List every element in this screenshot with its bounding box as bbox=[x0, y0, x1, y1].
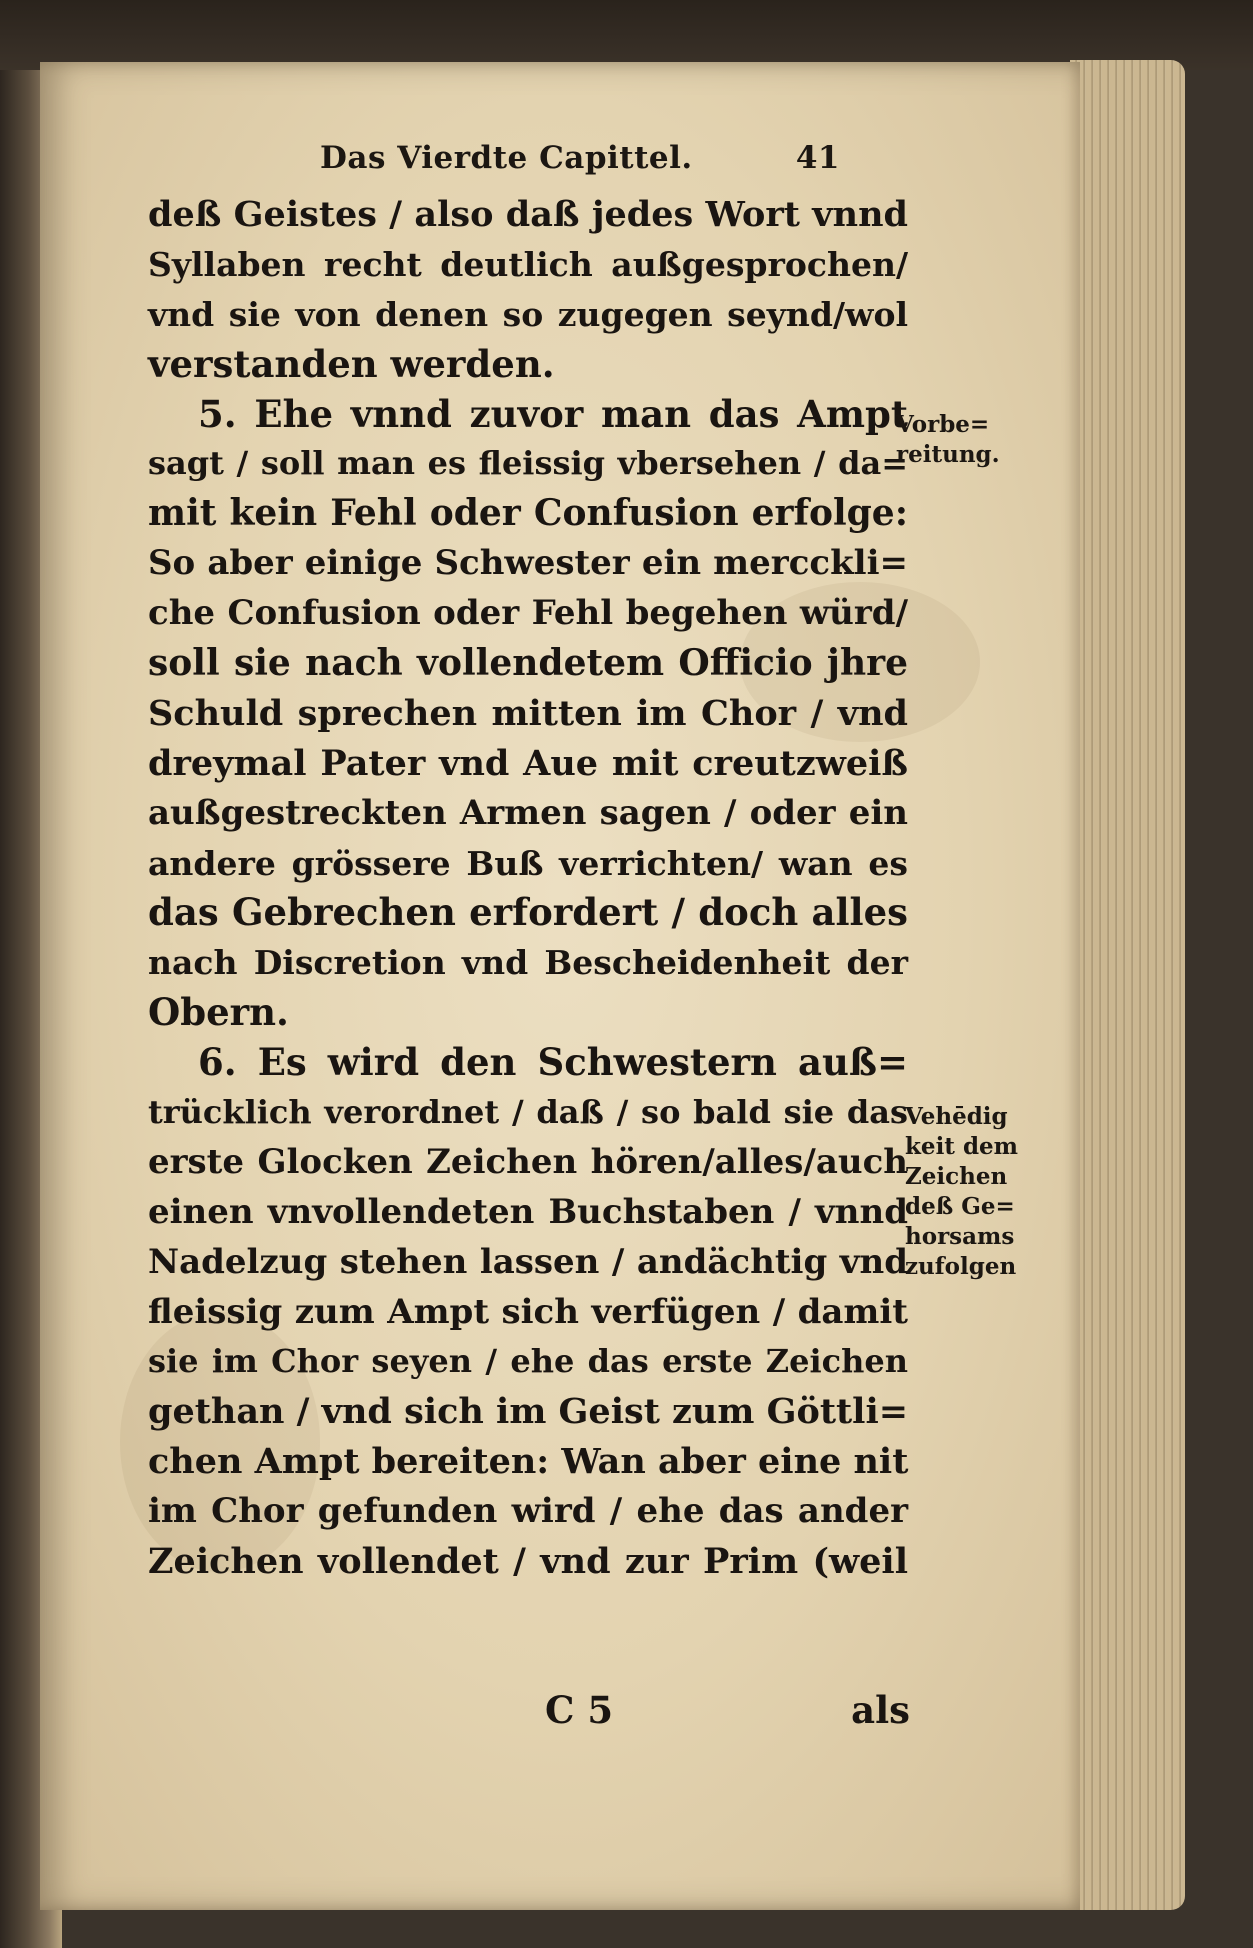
margin-note-line: Vehēdig bbox=[905, 1103, 1008, 1130]
margin-note-line: zufolgen bbox=[905, 1253, 1017, 1280]
page-edges bbox=[1070, 60, 1185, 1910]
text-line: fleissig zum Ampt sich verfügen / damit bbox=[148, 1291, 908, 1332]
page-number: 41 bbox=[795, 140, 840, 176]
margin-note-line: reitung. bbox=[896, 441, 1000, 468]
margin-note-line: deß Ge= bbox=[905, 1193, 1015, 1220]
text-line: gethan / vnd sich im Geist zum Göttli= bbox=[148, 1391, 909, 1433]
chapter-title: Das Vierdte Capittel. bbox=[320, 140, 693, 176]
text-line: das Gebrechen erfordert / doch alles bbox=[148, 890, 908, 935]
text-line: Nadelzug stehen lassen / andächtig vnd bbox=[148, 1241, 908, 1282]
margin-note-line: keit dem bbox=[905, 1133, 1018, 1160]
text-body bbox=[148, 190, 908, 1587]
text-line: einen vnvollendeten Buchstaben / vnnd bbox=[148, 1191, 908, 1232]
margin-note-obedience bbox=[905, 1102, 1018, 1282]
book-cover-top bbox=[0, 0, 1253, 70]
text-line: außgestreckten Armen sagen / oder ein bbox=[148, 792, 908, 833]
text-line: mit kein Fehl oder Confusion erfolge: bbox=[148, 492, 908, 535]
text-line: verstanden werden. bbox=[148, 341, 555, 386]
margin-note-line: Vorbe= bbox=[896, 411, 990, 438]
paragraph-6-start: 6. Es wird den Schwestern auß= bbox=[198, 1040, 908, 1085]
catchword: als bbox=[851, 1688, 910, 1732]
text-line: deß Geistes / also daß jedes Wort vnnd bbox=[148, 194, 908, 235]
text-line: sie im Chor seyen / ehe das erste Zeichen bbox=[148, 1342, 908, 1381]
text-line: nach Discretion vnd Bescheidenheit der bbox=[148, 943, 908, 983]
text-line: im Chor gefunden wird / ehe das ander bbox=[148, 1491, 908, 1532]
text-line: Schuld sprechen mitten im Chor / vnd bbox=[148, 692, 908, 734]
text-line: erste Glocken Zeichen hören/alles/auch bbox=[148, 1141, 908, 1182]
margin-note-line: Zeichen bbox=[905, 1163, 1008, 1190]
margin-note-line: horsams bbox=[905, 1223, 1015, 1250]
text-line: andere grössere Buß verrichten/ wan es bbox=[148, 843, 908, 883]
text-line: sagt / soll man es fleissig vbersehen / da= bbox=[148, 444, 908, 483]
text-line: chen Ampt bereiten: Wan aber eine nit bbox=[148, 1441, 909, 1483]
text-line: che Confusion oder Fehl begehen würd/ bbox=[148, 593, 908, 634]
text-line: trücklich verordnet / daß / so bald sie das bbox=[148, 1093, 908, 1132]
signature-mark: C 5 bbox=[545, 1688, 614, 1732]
paragraph-5-start: 5. Ehe vnnd zuvor man das Ampt bbox=[198, 391, 908, 436]
text-line: Obern. bbox=[148, 990, 289, 1035]
text-line: dreymal Pater vnd Aue mit creutzweiß bbox=[148, 742, 908, 784]
text-line: So aber einige Schwester ein mercckli= bbox=[148, 543, 908, 584]
margin-note-preparation bbox=[896, 410, 1000, 470]
text-line: Syllaben recht deutlich außgesprochen/ bbox=[148, 244, 908, 284]
text-line: Zeichen vollendet / vnd zur Prim (weil bbox=[148, 1541, 908, 1583]
text-line: vnd sie von denen so zugegen seynd/wol bbox=[148, 294, 908, 334]
page-footer bbox=[545, 1688, 910, 1732]
running-header bbox=[320, 140, 840, 184]
text-line: soll sie nach vollendetem Officio jhre bbox=[148, 642, 908, 685]
